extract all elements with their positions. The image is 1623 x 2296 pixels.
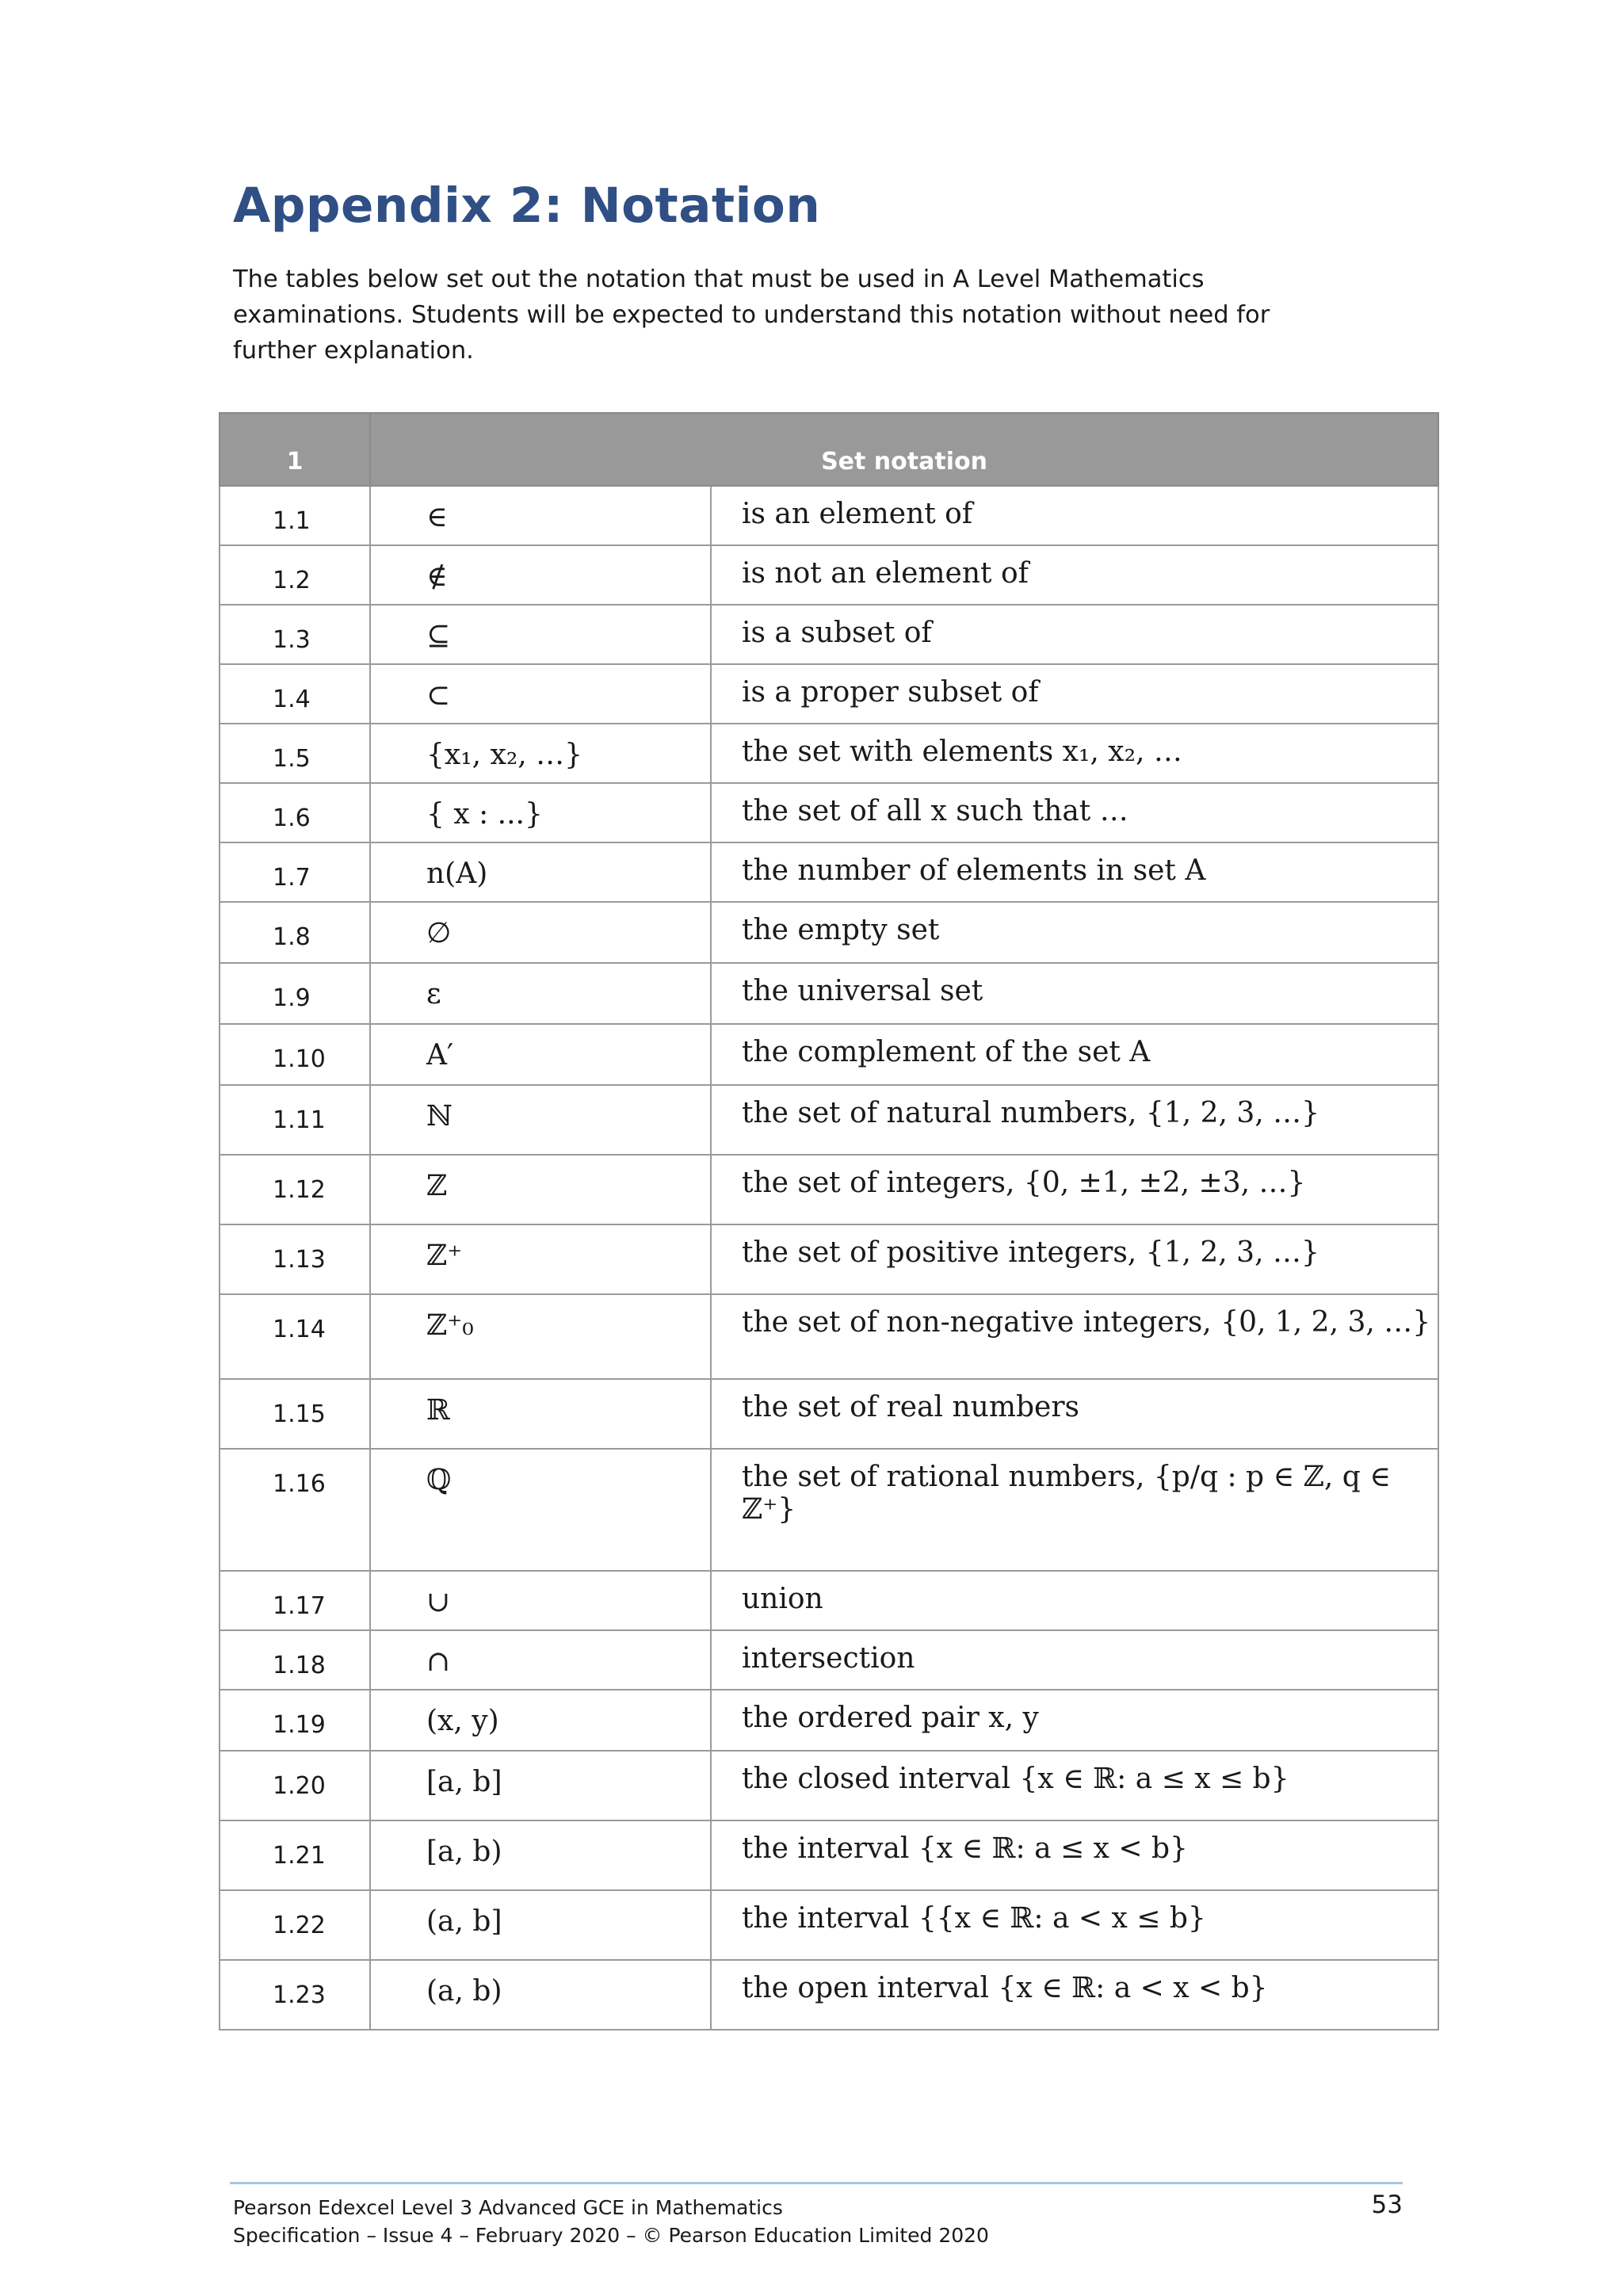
- row-symbol: ℚ: [370, 1449, 711, 1571]
- row-symbol: ∅: [370, 902, 711, 963]
- row-symbol: ℤ⁺₀: [370, 1294, 711, 1379]
- row-meaning: the set with elements x₁, x₂, …: [711, 724, 1438, 783]
- row-symbol: [a, b): [370, 1820, 711, 1890]
- row-symbol: (a, b]: [370, 1890, 711, 1960]
- row-number: 1.20: [220, 1751, 370, 1820]
- table-row: [220, 783, 1438, 842]
- row-meaning: the interval {x ∈ ℝ: a ≤ x < b}: [711, 1820, 1438, 1890]
- row-number: 1.14: [220, 1294, 370, 1379]
- row-meaning: is not an element of: [711, 545, 1438, 605]
- row-number: 1.13: [220, 1224, 370, 1294]
- table-row: [220, 486, 1438, 545]
- row-meaning: intersection: [711, 1630, 1438, 1690]
- row-meaning: the set of non-negative integers, {0, 1, 2, 3, …}: [711, 1294, 1438, 1379]
- footer: [233, 2194, 989, 2249]
- row-symbol: ∪: [370, 1571, 711, 1630]
- table-row: [220, 545, 1438, 605]
- row-number: 1.16: [220, 1449, 370, 1571]
- row-symbol: A′: [370, 1024, 711, 1085]
- row-number: 1.6: [220, 783, 370, 842]
- row-meaning: is a subset of: [711, 605, 1438, 664]
- table-row: [220, 1024, 1438, 1085]
- table-row: [220, 1820, 1438, 1890]
- row-number: 1.4: [220, 664, 370, 724]
- table-row: [220, 963, 1438, 1024]
- table-body: [220, 486, 1438, 2030]
- page-title: Appendix 2: Notation: [233, 178, 821, 234]
- intro-paragraph: The tables below set out the notation that must be used in A Level Mathematics examinations. Students will be expected to understand this notation without need for further explanation.: [233, 266, 1270, 365]
- footer-line-1: Pearson Edexcel Level 3 Advanced GCE in Mathematics: [233, 2196, 783, 2219]
- table-row: [220, 1751, 1438, 1820]
- row-meaning: the set of positive integers, {1, 2, 3, …}: [711, 1224, 1438, 1294]
- row-symbol: ⊂: [370, 664, 711, 724]
- table-row: [220, 842, 1438, 902]
- footer-divider: [230, 2182, 1403, 2184]
- row-meaning: the set of natural numbers, {1, 2, 3, …}: [711, 1085, 1438, 1155]
- row-meaning: is a proper subset of: [711, 664, 1438, 724]
- table-row: [220, 1224, 1438, 1294]
- row-meaning: the number of elements in set A: [711, 842, 1438, 902]
- table-row: [220, 1379, 1438, 1449]
- row-meaning: the universal set: [711, 963, 1438, 1024]
- row-number: 1.1: [220, 486, 370, 545]
- row-meaning: the open interval {x ∈ ℝ: a < x < b}: [711, 1960, 1438, 2030]
- row-meaning: the closed interval {x ∈ ℝ: a ≤ x ≤ b}: [711, 1751, 1438, 1820]
- table-row: [220, 605, 1438, 664]
- row-symbol: ∉: [370, 545, 711, 605]
- row-symbol: ℕ: [370, 1085, 711, 1155]
- row-symbol: {x₁, x₂, …}: [370, 724, 711, 783]
- row-meaning: the empty set: [711, 902, 1438, 963]
- table-row: [220, 902, 1438, 963]
- row-symbol: n(A): [370, 842, 711, 902]
- row-symbol: [a, b]: [370, 1751, 711, 1820]
- row-number: 1.22: [220, 1890, 370, 1960]
- table-row: [220, 724, 1438, 783]
- row-number: 1.18: [220, 1630, 370, 1690]
- section-number: 1: [220, 413, 370, 486]
- section-title: Set notation: [370, 413, 1438, 486]
- page-number: 53: [1371, 2191, 1403, 2219]
- row-meaning: the set of all x such that …: [711, 783, 1438, 842]
- set-notation-table: [219, 412, 1439, 2030]
- table-row: [220, 664, 1438, 724]
- row-number: 1.17: [220, 1571, 370, 1630]
- row-number: 1.7: [220, 842, 370, 902]
- row-number: 1.9: [220, 963, 370, 1024]
- row-meaning: is an element of: [711, 486, 1438, 545]
- row-number: 1.3: [220, 605, 370, 664]
- row-meaning: the complement of the set A: [711, 1024, 1438, 1085]
- footer-line-2: Specification – Issue 4 – February 2020 – © Pearson Education Limited 2020: [233, 2224, 989, 2247]
- row-meaning: the ordered pair x, y: [711, 1690, 1438, 1751]
- row-symbol: ℤ⁺: [370, 1224, 711, 1294]
- row-symbol: (a, b): [370, 1960, 711, 2030]
- row-number: 1.2: [220, 545, 370, 605]
- row-symbol: ∈: [370, 486, 711, 545]
- table-row: [220, 1085, 1438, 1155]
- row-meaning: the set of rational numbers, {p/q : p ∈ ℤ, q ∈ ℤ⁺}: [711, 1449, 1438, 1571]
- row-number: 1.21: [220, 1820, 370, 1890]
- table-row: [220, 1155, 1438, 1224]
- row-number: 1.10: [220, 1024, 370, 1085]
- table-row: [220, 1890, 1438, 1960]
- row-number: 1.23: [220, 1960, 370, 2030]
- table-row: [220, 1960, 1438, 2030]
- table-row: [220, 1294, 1438, 1379]
- table-row: [220, 1630, 1438, 1690]
- row-meaning: the interval {{x ∈ ℝ: a < x ≤ b}: [711, 1890, 1438, 1960]
- row-number: 1.8: [220, 902, 370, 963]
- row-number: 1.12: [220, 1155, 370, 1224]
- row-symbol: ℤ: [370, 1155, 711, 1224]
- table-row: [220, 1449, 1438, 1571]
- table-row: [220, 1690, 1438, 1751]
- row-symbol: ε: [370, 963, 711, 1024]
- row-number: 1.15: [220, 1379, 370, 1449]
- row-number: 1.19: [220, 1690, 370, 1751]
- table-row: [220, 1571, 1438, 1630]
- row-number: 1.11: [220, 1085, 370, 1155]
- row-symbol: { x : ...}: [370, 783, 711, 842]
- row-number: 1.5: [220, 724, 370, 783]
- table-header-row: [220, 413, 1438, 486]
- row-symbol: ⊆: [370, 605, 711, 664]
- row-meaning: union: [711, 1571, 1438, 1630]
- row-meaning: the set of integers, {0, ±1, ±2, ±3, …}: [711, 1155, 1438, 1224]
- row-symbol: (x, y): [370, 1690, 711, 1751]
- row-meaning: the set of real numbers: [711, 1379, 1438, 1449]
- row-symbol: ℝ: [370, 1379, 711, 1449]
- row-symbol: ∩: [370, 1630, 711, 1690]
